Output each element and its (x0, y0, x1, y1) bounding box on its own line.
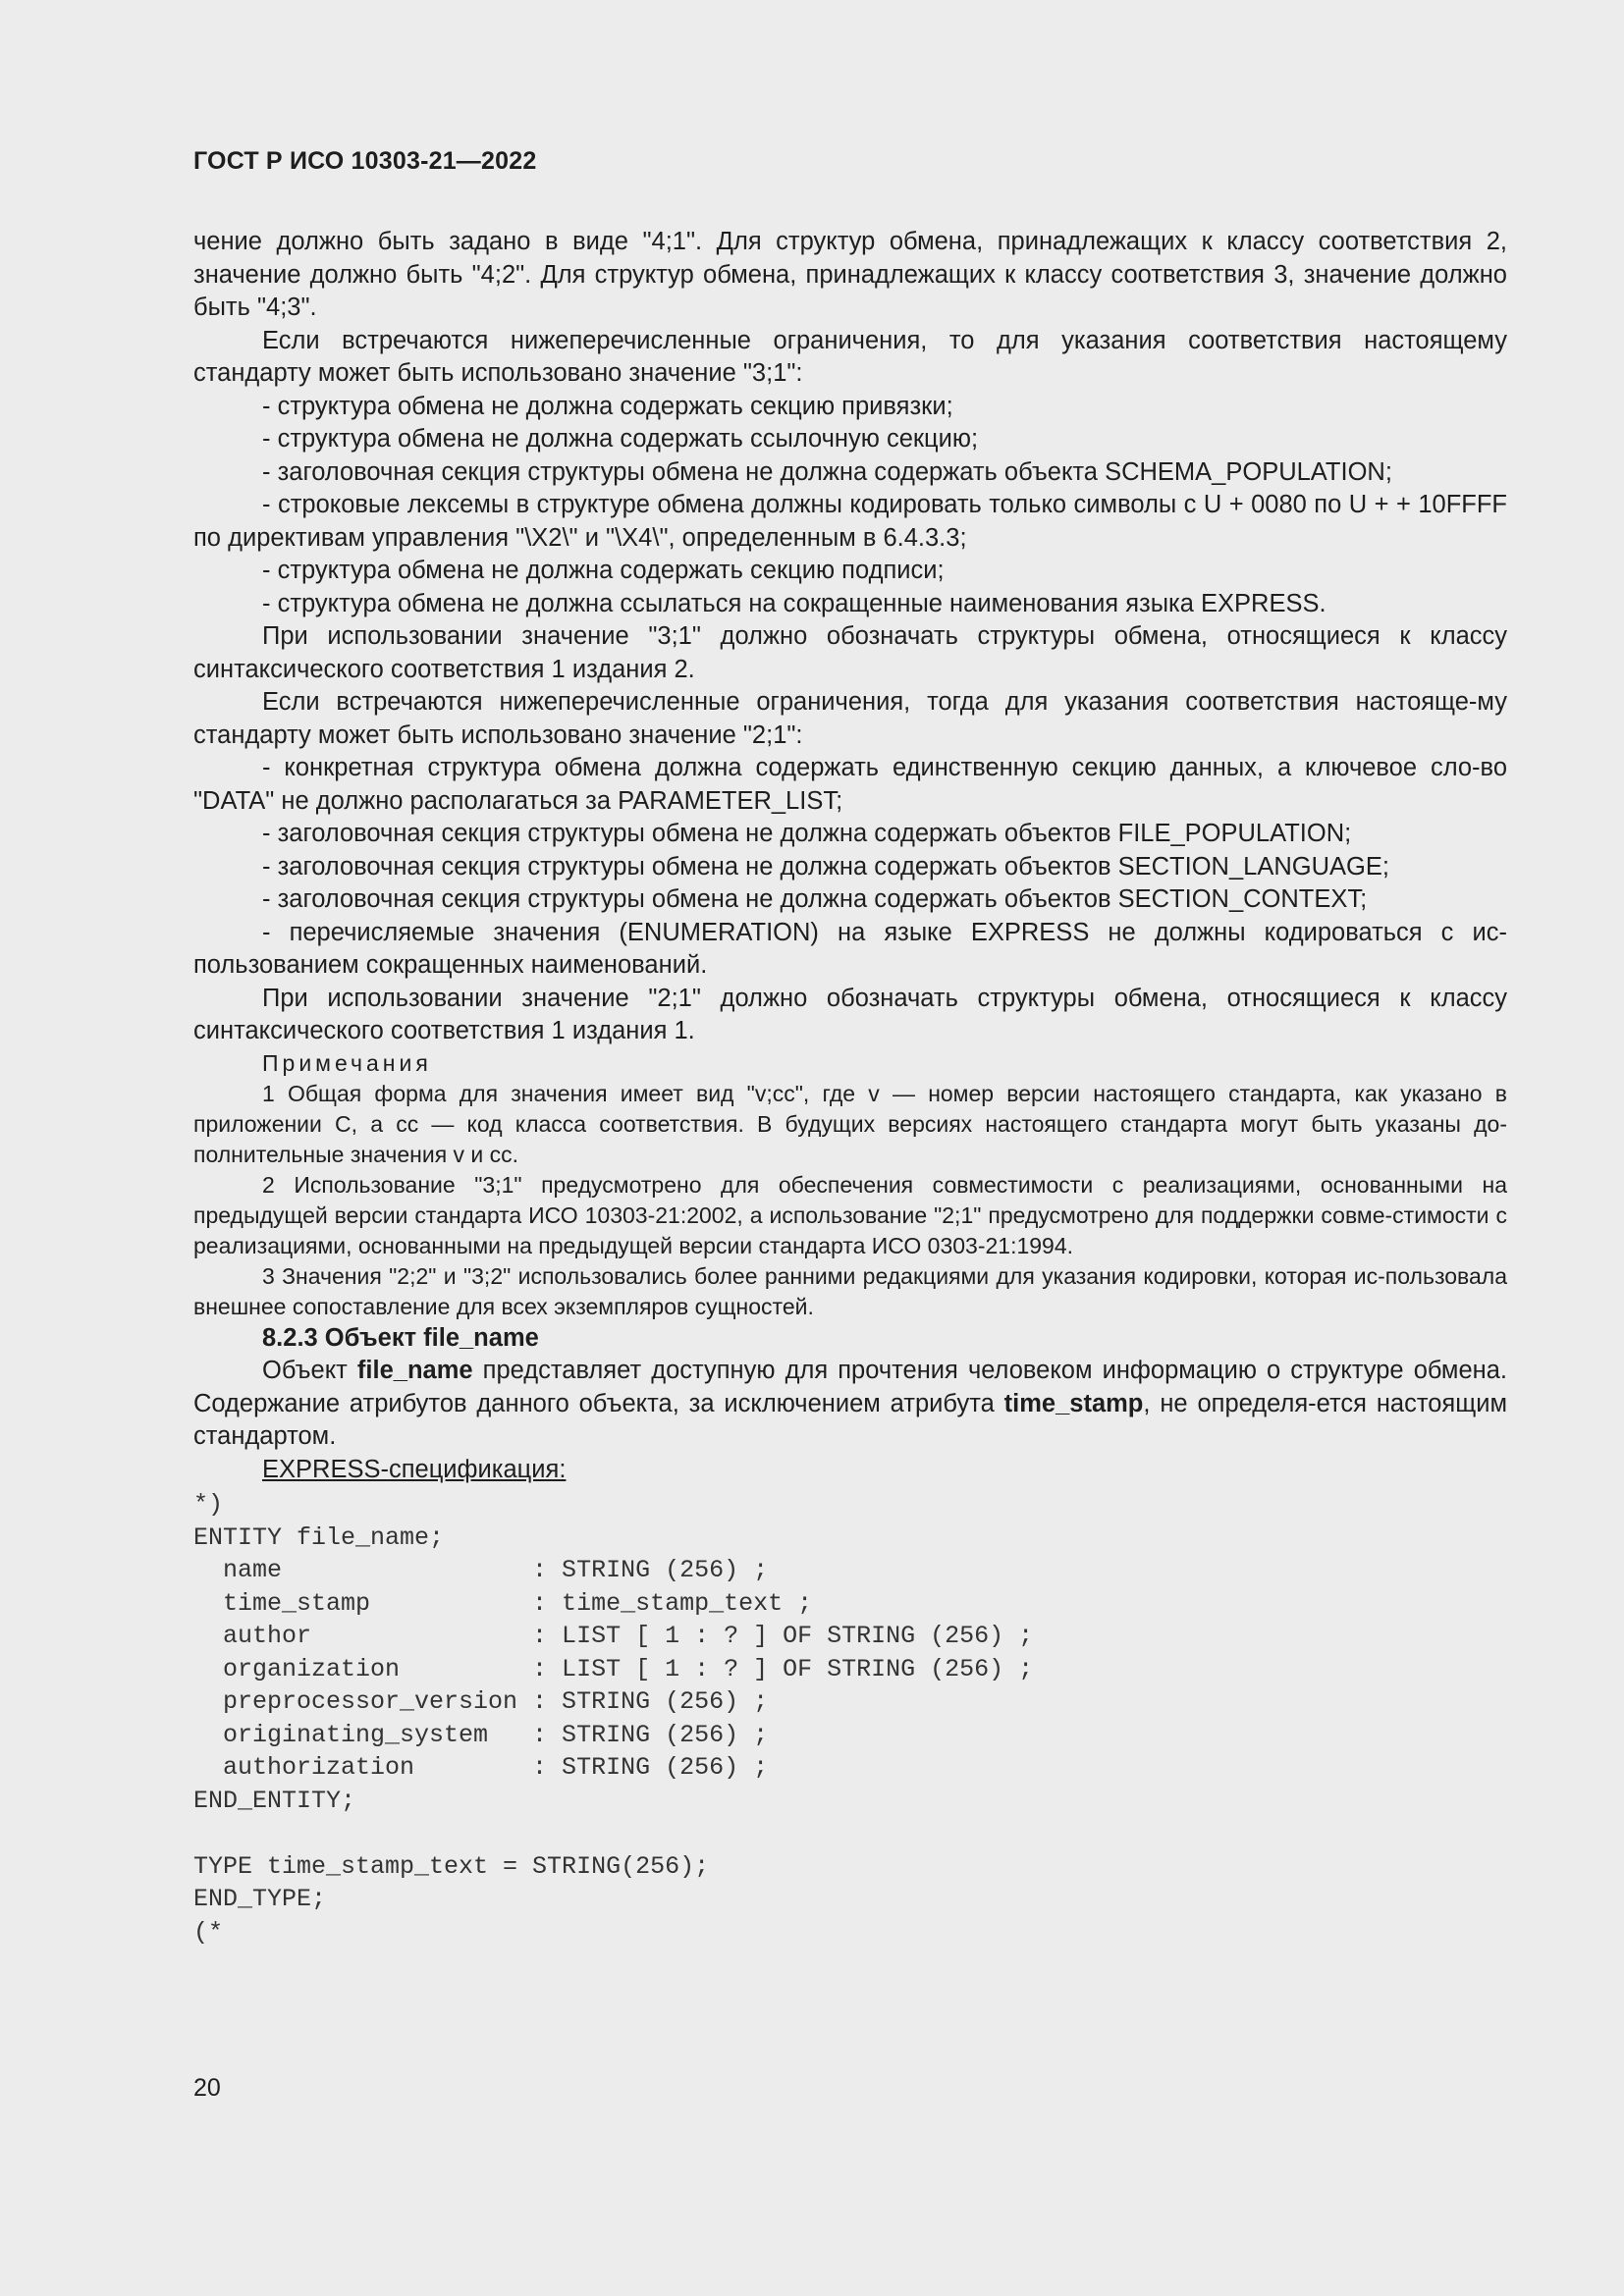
text-run: , не определя-ется настоящим стандартом. (193, 1389, 1507, 1450)
paragraph: Если встречаются нижеперечисленные ограничения, то для указания соответствия настоящему стандарту может быть использовано значение "3;1": (193, 326, 1507, 387)
text-run: Объект (262, 1357, 357, 1384)
notes-title: Примечания (262, 1049, 432, 1076)
list-item: - заголовочная секция структуры обмена не должна содержать объектов SECTION_CONTEXT; (262, 885, 1368, 913)
section-heading: 8.2.3 Объект file_name (262, 1323, 539, 1352)
paragraph: При использовании значение "2;1" должно обозначать структуры обмена, относящиеся к классу синтаксического соответствия 1 издания 1. (193, 984, 1507, 1044)
document-header: ГОСТ Р ИСО 10303-21—2022 (193, 147, 537, 175)
bold-term: file_name (356, 1357, 473, 1384)
paragraph: Если встречаются нижеперечисленные ограничения, тогда для указания соответствия настояще-му стандарту может быть использовано значение "2;1": (193, 688, 1507, 749)
paragraph: чение должно быть задано в виде "4;1". Для структур обмена, принадлежащих к классу соответствия 2, значение должно быть "4;2". Для структур обмена, принадлежащих к классу соответствия 3, значение должно быть "4;3". (193, 228, 1507, 321)
list-item: - конкретная структура обмена должна содержать единственную секцию данных, а ключевое сло-во "DATA" не должно располагаться за PARAMETER_LIST; (193, 754, 1507, 815)
list-item: - структура обмена не должна содержать ссылочную секцию; (262, 425, 979, 453)
note-item: 3 Значения "2;2" и "3;2" использовались более ранними редакциями для указания кодировки, которая ис-пользовала внешнее сопоставление для всех экземпляров сущностей. (193, 1262, 1507, 1319)
list-item: - структура обмена не должна ссылаться на сокращенные наименования языка EXPRESS. (262, 589, 1326, 617)
list-item: - строковые лексемы в структуре обмена должны кодировать только символы с U + 0080 по U + + 10FFFF по директивам управления "\X2\" и "\X4\", определенным в 6.4.3.3; (193, 491, 1507, 552)
list-item: - заголовочная секция структуры обмена не должна содержать объектов SECTION_LANGUAGE; (262, 852, 1389, 881)
list-item: - заголовочная секция структуры обмена не должна содержать объекта SCHEMA_POPULATION; (262, 457, 1392, 486)
bold-term: time_stamp (1003, 1389, 1144, 1417)
list-item: - структура обмена не должна содержать секцию подписи; (262, 557, 945, 584)
text-run: представляет доступную для прочтения человеком информацию о структуре обмена. Содержание атрибутов данного объекта, за исключением атрибута (193, 1357, 1507, 1417)
main-content (193, 226, 1507, 1949)
page-number: 20 (193, 2074, 221, 2102)
list-item: - заголовочная секция структуры обмена не должна содержать объектов FILE_POPULATION; (262, 820, 1352, 847)
paragraph: При использовании значение "3;1" должно обозначать структуры обмена, относящиеся к классу синтаксического соответствия 1 издания 2. (193, 622, 1507, 683)
note-item: 1 Общая форма для значения имеет вид "v;cc", где v — номер версии настоящего стандарта, как указано в приложении C, а cc — код класса соответствия. В будущих версиях настоящего стандарта могут быть указаны до-полнительные значения v и cc. (193, 1080, 1507, 1167)
express-code-block: *) ENTITY file_name; name : STRING (256) ; time_stamp : time_stamp_text ; author : LIST [ 1 : ? ] OF STRING (256) ; organization : LIST [ 1 : ? ] OF STRING (256) ; preprocessor_version : STRING (256) ; originating_system : STRING (256) ; authorization : STRING (256) ; END_ENTITY; TYPE time_stamp_text = STRING(256); END_TYPE; (* (193, 1490, 1034, 1947)
section-paragraph (193, 1355, 1507, 1454)
list-item: - перечисляемые значения (ENUMERATION) на языке EXPRESS не должны кодироваться с ис-пользованием сокращенных наименований. (193, 918, 1507, 979)
list-item: - структура обмена не должна содержать секцию привязки; (262, 392, 953, 420)
express-spec-label: EXPRESS-спецификация: (262, 1455, 567, 1483)
note-item: 2 Использование "3;1" предусмотрено для обеспечения совместимости с реализациями, основанными на предыдущей версии стандарта ИСО 10303-21:2002, а использование "2;1" предусмотрено для поддержки совме-стимости с реализациями, основанными на предыдущей версии стандарта ИСО 0303-21:1994. (193, 1171, 1507, 1258)
